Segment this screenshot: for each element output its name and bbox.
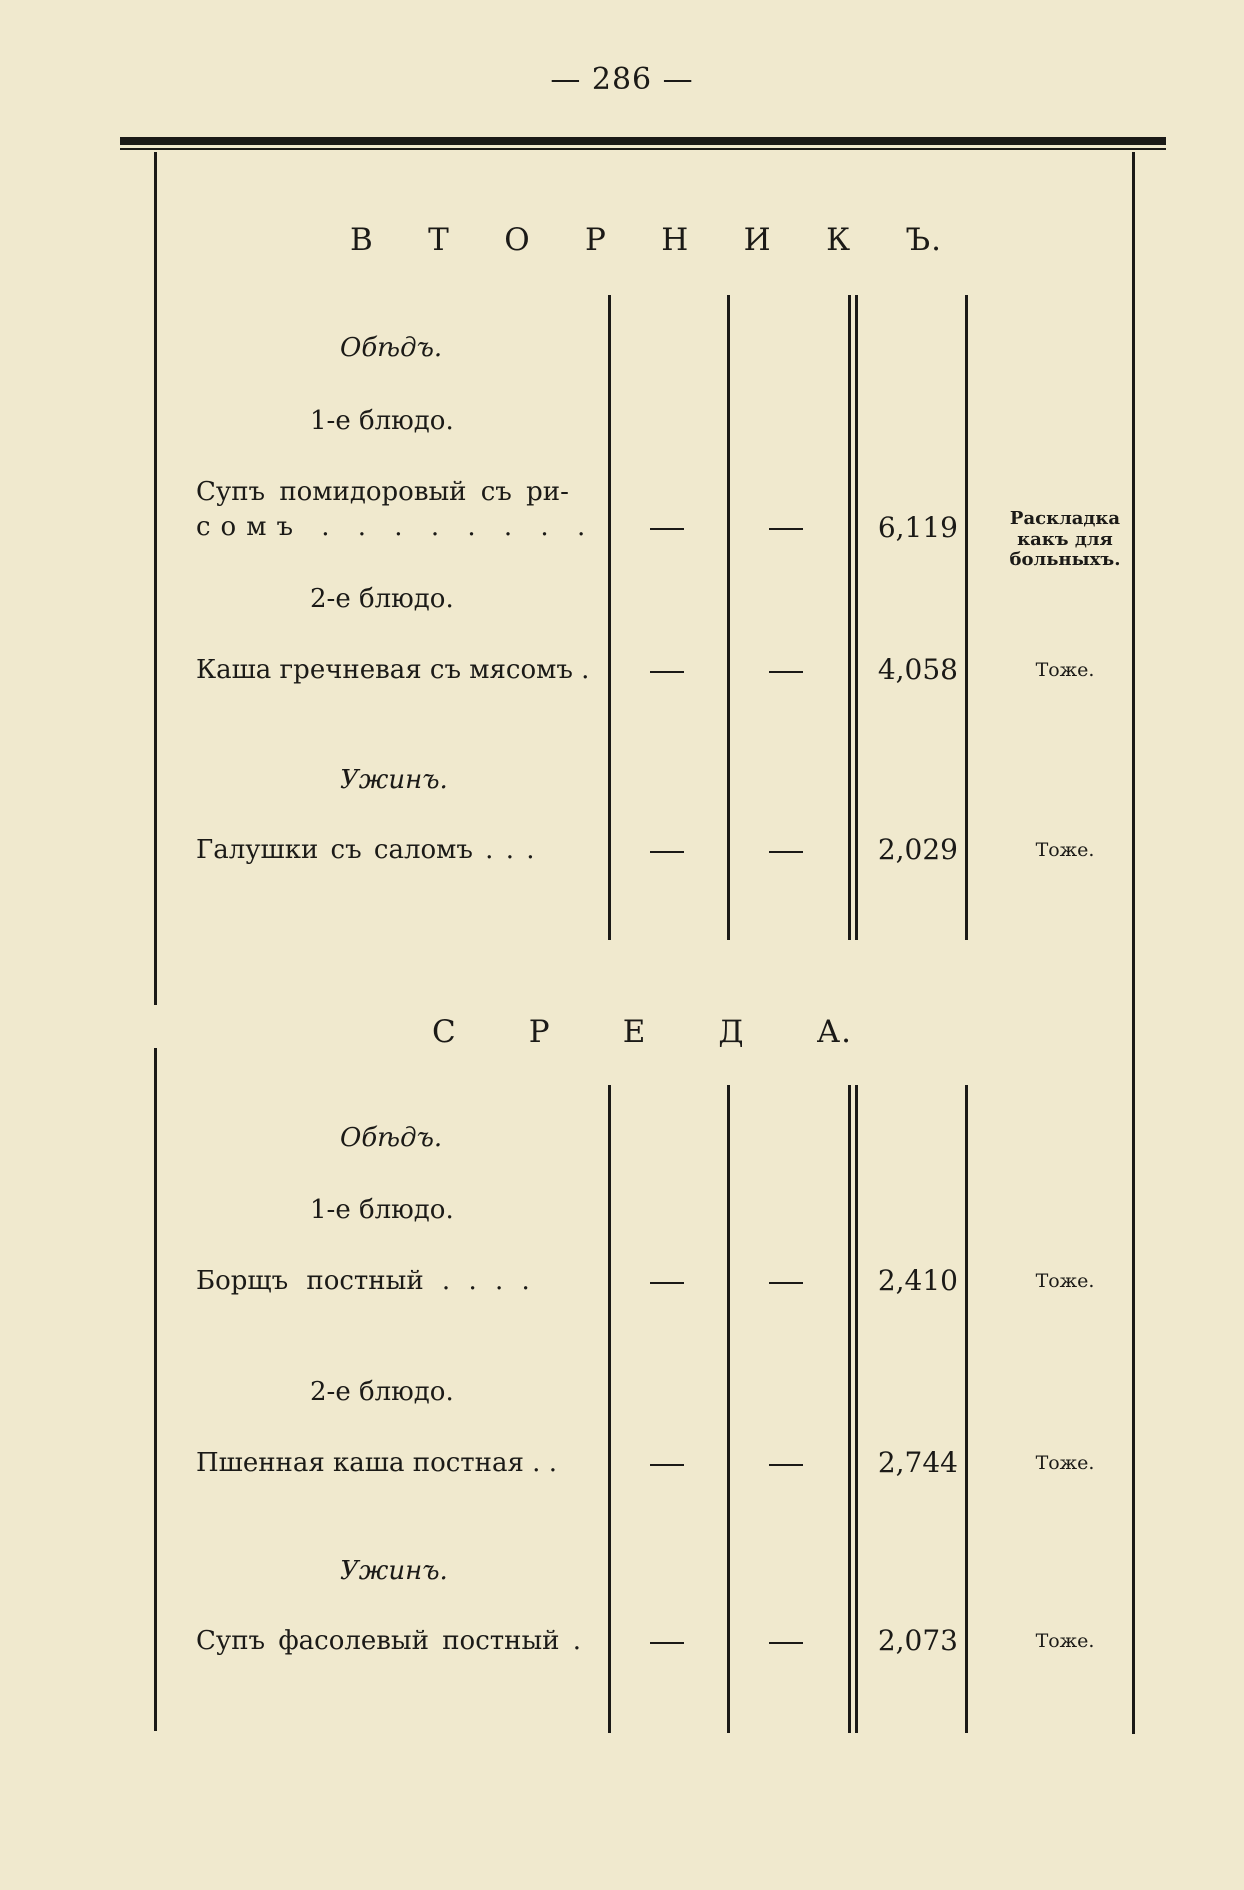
dish-note: Тоже. (1035, 1452, 1095, 1474)
page-number: — 286 — (550, 62, 694, 97)
section-title-tuesday (350, 222, 942, 258)
dish-name: Пшенная каша постная . . (196, 1448, 557, 1478)
meal-heading-supper: Ужинъ. (340, 1556, 448, 1586)
dish-name: Супъ фасолевый постный . (196, 1626, 582, 1656)
title-letter: С (432, 1014, 457, 1050)
dish-note: Тоже. (1035, 659, 1095, 681)
title-letter: А. (816, 1014, 852, 1050)
top-rule (120, 137, 1166, 145)
dish-name: Супъ помидоровый съ ри- (196, 477, 569, 507)
empty-cell-dash (769, 671, 803, 673)
course-heading: 2-е блюдо. (310, 1377, 454, 1407)
empty-cell-dash (769, 528, 803, 530)
left-frame-line-lower (154, 1048, 157, 1731)
dish-note: Тоже. (1035, 839, 1095, 861)
course-heading: 2-е блюдо. (310, 584, 454, 614)
empty-cell-dash (650, 528, 684, 530)
dish-value: 2,073 (877, 1624, 958, 1657)
title-letter: Н (661, 222, 690, 258)
dish-value: 2,410 (877, 1264, 958, 1297)
dish-value: 2,029 (877, 833, 958, 866)
dish-value: 6,119 (877, 511, 958, 544)
top-rule-thin (120, 148, 1166, 150)
dish-note: Тоже. (1035, 1630, 1095, 1652)
title-letter: Д (718, 1014, 745, 1050)
dish-value: 4,058 (877, 653, 958, 686)
title-letter: Р (585, 222, 607, 258)
dish-name-cont: сомъ . . . . . . . . (196, 512, 596, 542)
course-heading: 1-е блюдо. (310, 1195, 454, 1225)
empty-cell-dash (769, 851, 803, 853)
column-line (608, 295, 611, 940)
column-line (965, 1085, 968, 1733)
column-line (965, 295, 968, 940)
dish-name: Борщъ постный . . . . (196, 1266, 530, 1296)
empty-cell-dash (769, 1642, 803, 1644)
empty-cell-dash (650, 1282, 684, 1284)
empty-cell-dash (769, 1464, 803, 1466)
dish-name: Каша гречневая съ мясомъ . (196, 655, 590, 685)
title-letter: К (826, 222, 852, 258)
title-letter: О (504, 222, 531, 258)
dish-note: Раскладка какъ для больныхъ. (1009, 508, 1121, 571)
empty-cell-dash (650, 851, 684, 853)
empty-cell-dash (650, 1642, 684, 1644)
section-title-wednesday (432, 1014, 852, 1050)
column-line (727, 295, 730, 940)
course-heading: 1-е блюдо. (310, 406, 454, 436)
title-letter: Е (622, 1014, 647, 1050)
dish-value: 2,744 (877, 1446, 958, 1479)
dish-note: Тоже. (1035, 1270, 1095, 1292)
empty-cell-dash (769, 1282, 803, 1284)
empty-cell-dash (650, 1464, 684, 1466)
title-letter: Р (528, 1014, 551, 1050)
title-letter: И (743, 222, 772, 258)
meal-heading-dinner: Обѣдъ. (340, 333, 443, 363)
title-letter: Ъ. (905, 222, 942, 258)
dish-name: Галушки съ саломъ . . . (196, 835, 535, 865)
meal-heading-dinner: Обѣдъ. (340, 1123, 443, 1153)
meal-heading-supper: Ужинъ. (340, 765, 448, 795)
left-frame-line (154, 152, 157, 1005)
column-line (608, 1085, 611, 1733)
title-letter: Т (428, 222, 450, 258)
empty-cell-dash (650, 671, 684, 673)
right-frame-line (1132, 152, 1135, 1734)
column-line (727, 1085, 730, 1733)
title-letter: В (350, 222, 374, 258)
